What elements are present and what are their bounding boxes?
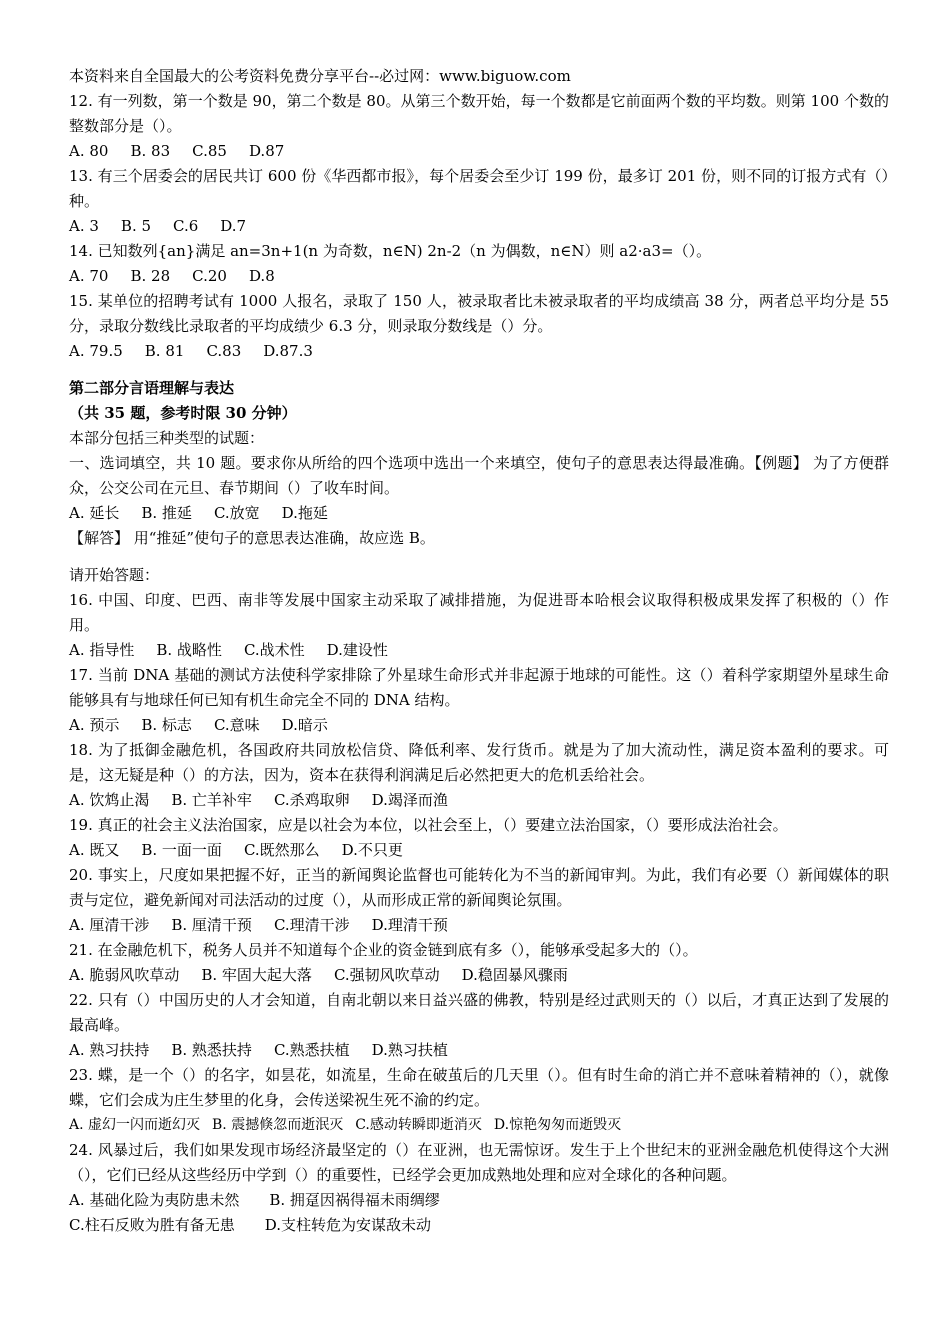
- option-b: B. 推延: [141, 504, 192, 522]
- option-b: B. 5: [120, 217, 152, 235]
- question-19-options: [69, 838, 889, 863]
- question-23: 23. 蝶，是一个（）的名字，如昙花，如流星，生命在破茧后的几天里（）。但有时生命的消亡并不意味着精神的（），就像蝶，它们会成为庄生梦里的化身，会传送梁祝生死不渝的约定。: [69, 1066, 889, 1109]
- option-d: D.不只更: [341, 841, 403, 859]
- option-b: B. 亡羊补牢: [171, 791, 252, 809]
- option-a: A. 基础化险为夷防患未然: [69, 1191, 240, 1209]
- question-17-options: [69, 713, 889, 738]
- option-d: D.拖延: [281, 504, 328, 522]
- question-15-options: [69, 339, 889, 364]
- option-b: B. 震撼倏忽而逝泯灭: [212, 1117, 344, 1133]
- option-d: D.支柱转危为安谋敌未动: [264, 1216, 431, 1234]
- option-a: A. 熟习扶持: [69, 1041, 150, 1059]
- option-a: A. 厘清干涉: [69, 916, 150, 934]
- option-c: C.强韧风吹草动: [333, 966, 440, 984]
- option-a: A. 既又: [69, 841, 120, 859]
- option-b: B. 战略性: [156, 641, 222, 659]
- option-a: A. 延长: [69, 504, 120, 522]
- question-13-options: [69, 214, 889, 239]
- option-b: B. 牢固大起大落: [201, 966, 312, 984]
- question-22: 22. 只有（）中国历史的人才会知道，自南北朝以来日益兴盛的佛教，特别是经过武则天的（）以后，才真正达到了发展的最高峰。: [69, 991, 889, 1034]
- option-a: A. 3: [69, 217, 99, 235]
- question-19: 19. 真正的社会主义法治国家，应是以社会为本位，以社会至上，（）要建立法治国家，（）要形成法治社会。: [69, 816, 788, 834]
- section-title: 第二部分言语理解与表达: [69, 379, 235, 397]
- question-24: 24. 风暴过后，我们如果发现市场经济最坚定的（）在亚洲，也无需惊讶。发生于上个世纪末的亚洲金融危机使得这个大洲（），它们已经从这些经历中学到（）的重要性，已经学会更加成熟地处理和应对全球化的各种问题。: [69, 1141, 889, 1184]
- question-20-options: [69, 913, 889, 938]
- question-23-options: [69, 1113, 889, 1138]
- option-b: B. 厘清干预: [171, 916, 252, 934]
- option-b: B. 标志: [141, 716, 192, 734]
- question-20: 20. 事实上，尺度如果把握不好，正当的新闻舆论监督也可能转化为不当的新闻审判。为此，我们有必要（）新闻媒体的职责与定位，避免新闻对司法活动的过度（），从而形成正常的新闻舆论氛围。: [69, 866, 889, 909]
- question-17: 17. 当前 DNA 基础的测试方法使科学家排除了外星球生命形式并非起源于地球的可能性。这（）着科学家期望外星球生命能够具有与地球任何已知有机生命完全不同的 DNA 结构。: [69, 666, 889, 709]
- option-a: A. 脆弱风吹草动: [69, 966, 180, 984]
- question-18: 18. 为了抵御金融危机，各国政府共同放松信贷、降低利率、发行货币。就是为了加大流动性，满足资本盈利的要求。可是，这无疑是种（）的方法，因为，资本在获得利润满足后必然把更大的危机丢给社会。: [69, 741, 889, 784]
- question-16: 16. 中国、印度、巴西、南非等发展中国家主动采取了减排措施，为促进哥本哈根会议取得积极成果发挥了积极的（）作用。: [69, 591, 889, 634]
- option-d: D.建设性: [326, 641, 388, 659]
- source-header: 本资料来自全国最大的公考资料免费分享平台--必过网：www.biguow.com: [69, 67, 571, 85]
- option-c: C.意味: [213, 716, 260, 734]
- document-content: [69, 64, 889, 1238]
- question-24-options-row-2: [69, 1213, 889, 1238]
- option-c: C.85: [192, 142, 227, 160]
- option-c: C.理清干涉: [273, 916, 350, 934]
- option-a: A. 预示: [69, 716, 120, 734]
- option-b: B. 熟悉扶持: [171, 1041, 252, 1059]
- question-18-options: [69, 788, 889, 813]
- option-d: D.87.3: [263, 342, 313, 360]
- option-a: A. 虚幻一闪而逝幻灭: [69, 1117, 201, 1133]
- option-c: C.战术性: [243, 641, 305, 659]
- option-b: B. 28: [130, 267, 171, 285]
- question-14-options: [69, 264, 889, 289]
- option-d: D.87: [248, 142, 285, 160]
- option-a: A. 80: [69, 142, 109, 160]
- question-21: 21. 在金融危机下，税务人员并不知道每个企业的资金链到底有多（），能够承受起多大的（）。: [69, 941, 698, 959]
- question-16-options: [69, 638, 889, 663]
- question-22-options: [69, 1038, 889, 1063]
- question-14: 14. 已知数列{an}满足 an=3n+1(n 为奇数，n∈N) 2n-2（n 为偶数，n∈N）则 a2·a3=（）。: [69, 242, 712, 260]
- option-d: D.7: [220, 217, 247, 235]
- option-a: A. 70: [69, 267, 109, 285]
- example-options: [69, 501, 889, 526]
- option-c: C.既然那么: [243, 841, 320, 859]
- option-d: D.8: [248, 267, 275, 285]
- option-b: B. 83: [130, 142, 171, 160]
- option-d: D.暗示: [281, 716, 328, 734]
- start-prompt: 请开始答题：: [69, 566, 160, 584]
- option-c: C.感动转瞬即逝消灭: [355, 1117, 482, 1133]
- question-15: 15. 某单位的招聘考试有 1000 人报名，录取了 150 人，被录取者比未被录取者的平均成绩高 38 分，两者总平均分是 55 分，录取分数线比录取者的平均成绩少 6.3 分，则录取分数线是（）分。: [69, 292, 889, 335]
- option-d: D.竭泽而渔: [371, 791, 448, 809]
- option-d: D.熟习扶植: [371, 1041, 448, 1059]
- example-answer: 【解答】 用“推延”使句子的意思表达准确，故应选 B。: [69, 529, 435, 547]
- option-a: A. 79.5: [69, 342, 123, 360]
- question-24-options-row-1: [69, 1188, 889, 1213]
- option-c: C.83: [206, 342, 242, 360]
- option-b: B. 81: [144, 342, 185, 360]
- option-a: A. 饮鸩止渴: [69, 791, 150, 809]
- option-d: D.惊艳匆匆而逝毁灭: [493, 1117, 622, 1133]
- question-21-options: [69, 963, 889, 988]
- option-c: C.20: [192, 267, 227, 285]
- question-type-1-description: 一、选词填空，共 10 题。要求你从所给的四个选项中选出一个来填空，使句子的意思表达得最准确。【例题】 为了方便群众，公交公司在元旦、春节期间（）了收车时间。: [69, 454, 889, 497]
- question-12: 12. 有一列数，第一个数是 90，第二个数是 80。从第三个数开始，每一个数都是它前面两个数的平均数。则第 100 个数的整数部分是（）。: [69, 92, 889, 135]
- option-c: C.杀鸡取卵: [273, 791, 350, 809]
- option-b: B. 拥趸因祸得福未雨绸缪: [269, 1191, 440, 1209]
- option-c: C.熟悉扶植: [273, 1041, 350, 1059]
- question-13: 13. 有三个居委会的居民共订 600 份《华西都市报》，每个居委会至少订 199 份，最多订 201 份，则不同的订报方式有（）种。: [69, 167, 889, 210]
- option-c: C.柱石反败为胜有备无患: [69, 1216, 235, 1234]
- option-c: C.放宽: [213, 504, 260, 522]
- option-d: D.理清干预: [371, 916, 448, 934]
- option-a: A. 指导性: [69, 641, 135, 659]
- question-12-options: [69, 139, 889, 164]
- section-intro: 本部分包括三种类型的试题：: [69, 429, 265, 447]
- option-d: D.稳固暴风骤雨: [461, 966, 568, 984]
- option-c: C.6: [173, 217, 199, 235]
- option-b: B. 一面一面: [141, 841, 222, 859]
- section-subtitle: （共 35 题，参考时限 30 分钟）: [69, 404, 297, 422]
